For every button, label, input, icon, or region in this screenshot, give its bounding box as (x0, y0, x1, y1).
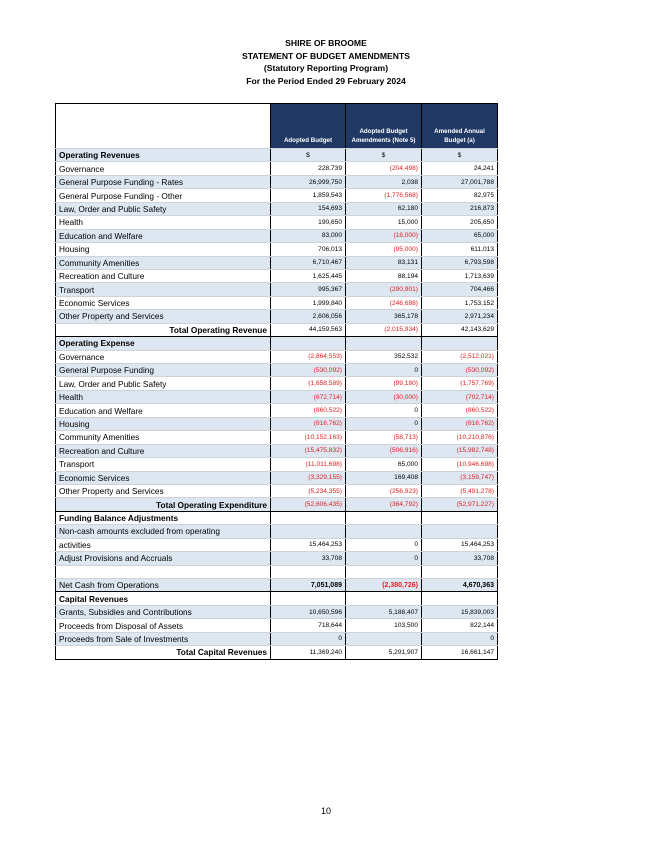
cell-amended: 15,464,253 (422, 538, 498, 551)
cell-amended: (15,982,748) (422, 444, 498, 457)
cell-adopted: 15,464,253 (271, 538, 346, 551)
row-label: Housing (56, 417, 271, 430)
table-row (56, 619, 498, 632)
cell-amended (422, 592, 498, 605)
cell-amendments: 2,038 (346, 175, 422, 188)
cell-amended: 1,713,639 (422, 269, 498, 282)
row-label: Community Amenities (56, 256, 271, 269)
page-number: 10 (320, 806, 331, 816)
row-label: Proceeds from Sale of Investments (56, 632, 271, 645)
cell-amended: (702,714) (422, 390, 498, 403)
cell-adopted: (860,522) (271, 404, 346, 417)
cell-amended: (3,159,747) (422, 471, 498, 484)
cell-amended (422, 525, 498, 538)
cell-amendments: (506,916) (346, 444, 422, 457)
cell-adopted: (1,658,589) (271, 377, 346, 390)
cell-adopted: (672,714) (271, 390, 346, 403)
table-row (56, 484, 498, 497)
cell-amended: 6,793,598 (422, 256, 498, 269)
cell-amended: (1,757,769) (422, 377, 498, 390)
cell-adopted: (52,606,435) (271, 498, 346, 511)
cell-adopted: 1,999,840 (271, 296, 346, 309)
cell-amended: 33,708 (422, 552, 498, 565)
cell-amended: (5,491,278) (422, 484, 498, 497)
cell-amendments: (58,713) (346, 431, 422, 444)
total-row (56, 646, 498, 659)
cell-amended: 24,241 (422, 162, 498, 175)
cell-amended: 2,971,234 (422, 310, 498, 323)
cell-adopted (271, 525, 346, 538)
cell-adopted: (5,234,355) (271, 484, 346, 497)
cell-amendments: (290,901) (346, 283, 422, 296)
reporting-period: For the Period Ended 29 February 2024 (246, 75, 406, 86)
row-label: General Purpose Funding (56, 364, 271, 377)
cell-adopted: 10,650,596 (271, 605, 346, 618)
blank-row (56, 565, 498, 578)
row-label: Governance (56, 350, 271, 363)
cell-adopted: 228,739 (271, 162, 346, 175)
row-label: Law, Order and Public Safety (56, 377, 271, 390)
row-label: Funding Balance Adjustments (56, 511, 271, 524)
cell-amended: 4,670,363 (422, 579, 498, 592)
row-label: Health (56, 216, 271, 229)
table-row (56, 377, 498, 390)
cell-amended: (860,522) (422, 404, 498, 417)
table-row (56, 189, 498, 202)
row-label: Community Amenities (56, 431, 271, 444)
header-amended-budget: Amended Annual Budget (a) (422, 104, 498, 149)
cell-amendments: 103,500 (346, 619, 422, 632)
cell-amended: 822,144 (422, 619, 498, 632)
cell-adopted: (530,092) (271, 364, 346, 377)
cell-amendments (346, 592, 422, 605)
cell-amended: 16,661,147 (422, 646, 498, 659)
table-row (56, 283, 498, 296)
cell-amended: $ (422, 149, 498, 162)
cell-amendments: 0 (346, 404, 422, 417)
cell-adopted: $ (271, 149, 346, 162)
shire-name: SHIRE OF BROOME (285, 38, 367, 48)
row-label: General Purpose Funding - Other (56, 189, 271, 202)
row-label: Total Operating Revenue (56, 323, 271, 336)
table-row (56, 350, 498, 363)
cell-amended: (530,092) (422, 364, 498, 377)
table-row (56, 552, 498, 565)
cell-amendments: 62,180 (346, 202, 422, 215)
row-label: Housing (56, 243, 271, 256)
cell-adopted: 26,999,750 (271, 175, 346, 188)
total-row (56, 323, 498, 336)
row-label: Recreation and Culture (56, 269, 271, 282)
cell-adopted: (15,475,832) (271, 444, 346, 457)
section-row (56, 149, 498, 162)
cell-amendments (346, 632, 422, 645)
cell-amendments: 0 (346, 552, 422, 565)
table-row (56, 605, 498, 618)
cell-amendments (346, 565, 422, 578)
row-label: Transport (56, 283, 271, 296)
cell-amendments: (364,792) (346, 498, 422, 511)
cell-amendments (346, 511, 422, 524)
row-label: Health (56, 390, 271, 403)
cell-amendments: 15,000 (346, 216, 422, 229)
cell-amendments: $ (346, 149, 422, 162)
table-row (56, 431, 498, 444)
cell-amended: 205,650 (422, 216, 498, 229)
cell-amendments: (256,923) (346, 484, 422, 497)
cell-amendments: 0 (346, 417, 422, 430)
cell-amendments: 5,291,907 (346, 646, 422, 659)
row-label: Other Property and Services (56, 484, 271, 497)
row-label: Net Cash from Operations (56, 579, 271, 592)
row-label: Law, Order and Public Safety (56, 202, 271, 215)
row-label: Education and Welfare (56, 404, 271, 417)
total-row (56, 498, 498, 511)
row-label: Total Capital Revenues (56, 646, 271, 659)
cell-adopted: 7,051,089 (271, 579, 346, 592)
strong-row (56, 579, 498, 592)
row-label: Proceeds from Disposal of Assets (56, 619, 271, 632)
row-label: Economic Services (56, 471, 271, 484)
row-label: Education and Welfare (56, 229, 271, 242)
table-row (56, 444, 498, 457)
cell-adopted (271, 337, 346, 350)
table-row (56, 296, 498, 309)
row-label: Transport (56, 458, 271, 471)
section-row (56, 337, 498, 350)
cell-adopted: 44,159,563 (271, 323, 346, 336)
row-label: activities (56, 538, 271, 551)
cell-amendments: (2,015,934) (346, 323, 422, 336)
table-row (56, 243, 498, 256)
cell-adopted: (3,329,155) (271, 471, 346, 484)
cell-amendments: 5,188,407 (346, 605, 422, 618)
cell-amended: 216,873 (422, 202, 498, 215)
cell-amended: 27,001,788 (422, 175, 498, 188)
row-label: Operating Expense (56, 337, 271, 350)
document-header (0, 37, 652, 87)
cell-amendments: (246,688) (346, 296, 422, 309)
row-label: Total Operating Expenditure (56, 498, 271, 511)
cell-adopted: 995,367 (271, 283, 346, 296)
cell-adopted (271, 592, 346, 605)
cell-amended (422, 511, 498, 524)
cell-amended: 15,839,003 (422, 605, 498, 618)
cell-amended: (10,210,876) (422, 431, 498, 444)
cell-amendments: 352,532 (346, 350, 422, 363)
cell-amended (422, 337, 498, 350)
cell-amended: 65,000 (422, 229, 498, 242)
cell-amendments: (18,000) (346, 229, 422, 242)
cell-adopted: 154,693 (271, 202, 346, 215)
cell-amendments: (2,380,726) (346, 579, 422, 592)
cell-adopted (271, 565, 346, 578)
cell-adopted: (10,152,163) (271, 431, 346, 444)
cell-adopted: (816,762) (271, 417, 346, 430)
table-row (56, 525, 498, 538)
table-row (56, 390, 498, 403)
cell-adopted: 83,000 (271, 229, 346, 242)
cell-adopted: 1,859,543 (271, 189, 346, 202)
row-label: Economic Services (56, 296, 271, 309)
cell-amendments: 88,194 (346, 269, 422, 282)
table-header-row (56, 104, 498, 149)
cell-adopted: 0 (271, 632, 346, 645)
cell-amendments (346, 337, 422, 350)
table-body (56, 149, 498, 660)
cell-adopted (271, 511, 346, 524)
table-row (56, 202, 498, 215)
header-blank-cell (56, 104, 271, 149)
cell-adopted: 11,369,240 (271, 646, 346, 659)
table-row (56, 269, 498, 282)
cell-adopted: 190,650 (271, 216, 346, 229)
cell-amendments: (95,000) (346, 243, 422, 256)
cell-amended: 704,466 (422, 283, 498, 296)
table-row (56, 216, 498, 229)
cell-amended: 82,975 (422, 189, 498, 202)
cell-adopted: 706,013 (271, 243, 346, 256)
cell-amendments: (204,498) (346, 162, 422, 175)
row-label: Non-cash amounts excluded from operating (56, 525, 271, 538)
cell-amendments: (1,776,568) (346, 189, 422, 202)
row-label: Governance (56, 162, 271, 175)
cell-amendments: 0 (346, 538, 422, 551)
section-row (56, 592, 498, 605)
row-label: Capital Revenues (56, 592, 271, 605)
header-adopted-budget: Adopted Budget (271, 104, 346, 149)
table-row (56, 364, 498, 377)
budget-amendments-table (55, 103, 498, 660)
header-budget-amendments: Adopted Budget Amendments (Note 5) (346, 104, 422, 149)
cell-amendments: (99,180) (346, 377, 422, 390)
cell-amended: 0 (422, 632, 498, 645)
table-row (56, 417, 498, 430)
cell-amendments (346, 525, 422, 538)
row-label: General Purpose Funding - Rates (56, 175, 271, 188)
cell-adopted: (2,864,553) (271, 350, 346, 363)
cell-amended: (10,946,698) (422, 458, 498, 471)
cell-adopted: 33,708 (271, 552, 346, 565)
cell-adopted: 718,644 (271, 619, 346, 632)
cell-adopted: 6,710,467 (271, 256, 346, 269)
cell-adopted: 1,625,445 (271, 269, 346, 282)
statement-title: STATEMENT OF BUDGET AMENDMENTS (242, 50, 410, 61)
section-row (56, 511, 498, 524)
cell-amended: 1,753,152 (422, 296, 498, 309)
table-row (56, 162, 498, 175)
table-row (56, 471, 498, 484)
table-row (56, 632, 498, 645)
table-row (56, 310, 498, 323)
cell-amended: (2,512,021) (422, 350, 498, 363)
cell-amended: (816,762) (422, 417, 498, 430)
table-row (56, 229, 498, 242)
cell-amendments: 83,131 (346, 256, 422, 269)
cell-amended: 42,143,629 (422, 323, 498, 336)
table-row (56, 538, 498, 551)
table-row (56, 404, 498, 417)
cell-adopted: (11,011,698) (271, 458, 346, 471)
cell-amended: (52,971,227) (422, 498, 498, 511)
cell-amendments: 0 (346, 364, 422, 377)
cell-amendments: 169,408 (346, 471, 422, 484)
cell-adopted: 2,606,056 (271, 310, 346, 323)
row-label: Other Property and Services (56, 310, 271, 323)
table-row (56, 175, 498, 188)
cell-amendments: 65,000 (346, 458, 422, 471)
cell-amendments: 365,178 (346, 310, 422, 323)
row-label (56, 565, 271, 578)
table-row (56, 458, 498, 471)
row-label: Operating Revenues (56, 149, 271, 162)
row-label: Adjust Provisions and Accruals (56, 552, 271, 565)
statement-subtitle: (Statutory Reporting Program) (263, 63, 389, 73)
cell-amendments: (30,000) (346, 390, 422, 403)
table-row (56, 256, 498, 269)
cell-amended (422, 565, 498, 578)
row-label: Grants, Subsidies and Contributions (56, 605, 271, 618)
row-label: Recreation and Culture (56, 444, 271, 457)
cell-amended: 611,013 (422, 243, 498, 256)
